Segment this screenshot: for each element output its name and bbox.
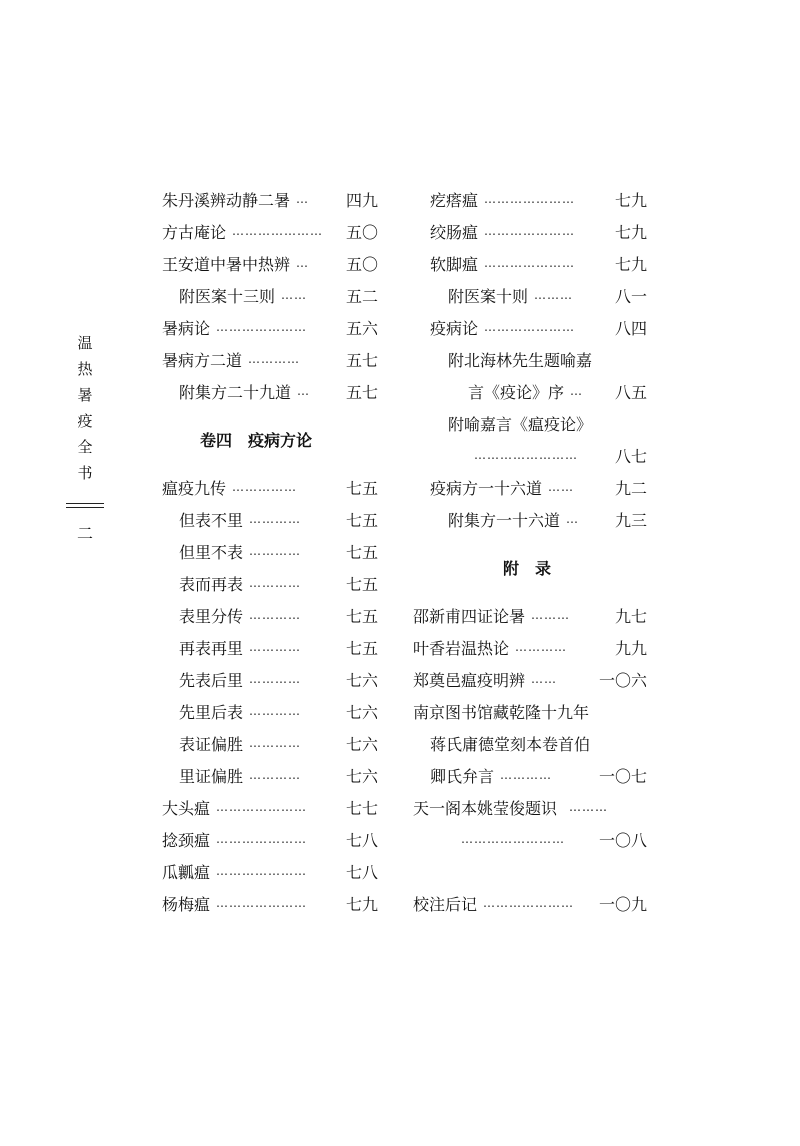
- toc-leader: …………………: [484, 192, 576, 206]
- toc-entry[interactable]: [413, 215, 647, 247]
- toc-entry-title: 表里分传: [179, 606, 244, 626]
- toc-entry-page: 七六: [345, 702, 378, 722]
- toc-leader: …………………: [484, 320, 576, 334]
- toc-entry[interactable]: [413, 823, 647, 855]
- toc-entry-line[interactable]: [413, 695, 647, 727]
- toc-entry-title: 捻颈瘟: [162, 830, 211, 850]
- toc-leader: …………………: [216, 832, 308, 846]
- toc-leader: …………: [248, 352, 301, 366]
- toc-entry[interactable]: [162, 375, 378, 407]
- toc-entry-title: 瘟疫九传: [162, 478, 227, 498]
- toc-leader: …………: [500, 768, 553, 782]
- toc-entry-page: 七五: [345, 542, 378, 562]
- toc-entry-page: 五〇: [345, 254, 378, 274]
- side-title-char: 暑: [77, 386, 93, 404]
- toc-leader: ………: [569, 800, 609, 814]
- toc-entry-page: 九二: [614, 478, 647, 498]
- toc-entry-page: 七六: [345, 734, 378, 754]
- toc-entry-page: 一〇六: [598, 670, 647, 690]
- toc-leader: …: [570, 384, 584, 398]
- side-page-number: 二: [76, 524, 93, 543]
- toc-entry-title: 邵新甫四证论暑: [413, 606, 526, 626]
- toc-entry[interactable]: [413, 759, 647, 791]
- toc-entry-page: 一〇七: [598, 766, 647, 786]
- toc-leader: …………: [249, 736, 302, 750]
- toc-leader: ……: [281, 288, 308, 302]
- toc-entry-title: 表而再表: [179, 574, 244, 594]
- toc-entry-title: 瓜瓤瘟: [162, 862, 211, 882]
- side-title-char: 全: [77, 438, 93, 456]
- toc-leader: ……………………: [474, 448, 578, 462]
- toc-entry-page: 五七: [345, 382, 378, 402]
- toc-entry-title: 方古庵论: [162, 222, 227, 242]
- toc-entry[interactable]: [413, 247, 647, 279]
- toc-entry-title: 附医案十则: [448, 286, 529, 306]
- toc-entry[interactable]: [162, 791, 378, 823]
- toc-leader: …: [296, 256, 310, 270]
- toc-entry[interactable]: [162, 215, 378, 247]
- toc-leader: ……………………: [461, 832, 565, 846]
- toc-leader: …………………: [216, 800, 308, 814]
- toc-leader: …………: [515, 640, 568, 654]
- spacer: [162, 407, 378, 423]
- toc-entry[interactable]: [413, 503, 647, 535]
- toc-entry-title: 疙瘩瘟: [430, 190, 479, 210]
- toc-entry[interactable]: [413, 471, 647, 503]
- toc-entry-line[interactable]: [413, 407, 647, 439]
- toc-leader: …………………: [216, 320, 308, 334]
- toc-leader: …………………: [484, 256, 576, 270]
- toc-leader: …: [296, 192, 310, 206]
- toc-entry[interactable]: [162, 855, 378, 887]
- toc-entry[interactable]: [162, 183, 378, 215]
- toc-entry-page: 四九: [345, 190, 378, 210]
- toc-leader: ……: [531, 672, 558, 686]
- toc-entry[interactable]: [162, 311, 378, 343]
- toc-entry-title: 疫病方一十六道: [430, 478, 543, 498]
- toc-entry-title: 附医案十三则: [179, 286, 276, 306]
- toc-leader: …………: [249, 544, 302, 558]
- toc-leader: …………: [249, 704, 302, 718]
- toc-entry-page: 八四: [614, 318, 647, 338]
- spacer: [413, 855, 647, 887]
- toc-entry-page: 一〇八: [598, 830, 647, 850]
- toc-entry[interactable]: [413, 311, 647, 343]
- toc-entry[interactable]: [162, 631, 378, 663]
- side-rule-bottom: [66, 507, 104, 508]
- toc-entry[interactable]: [162, 727, 378, 759]
- toc-leader: …………………: [216, 896, 308, 910]
- toc-leader: …………………: [232, 224, 324, 238]
- toc-entry-title: 附集方二十九道: [179, 382, 292, 402]
- toc-entry-title: 表证偏胜: [179, 734, 244, 754]
- toc-entry-title: 蒋氏庸德堂刻本卷首伯: [430, 734, 591, 754]
- toc-entry[interactable]: [162, 567, 378, 599]
- toc-entry-title: 附集方一十六道: [448, 510, 561, 530]
- side-title-char: 疫: [77, 412, 93, 430]
- toc-leader: …………: [249, 672, 302, 686]
- toc-entry-page: 七八: [345, 862, 378, 882]
- toc-entry-title: 卿氏弁言: [430, 766, 495, 786]
- toc-leader: …: [566, 512, 580, 526]
- toc-entry-title: 朱丹溪辨动静二暑: [162, 190, 291, 210]
- toc-entry-page: 八一: [614, 286, 647, 306]
- toc-entry[interactable]: [162, 695, 378, 727]
- toc-entry[interactable]: [162, 663, 378, 695]
- toc-entry[interactable]: [162, 503, 378, 535]
- side-book-title: [72, 330, 98, 486]
- toc-entry[interactable]: [162, 471, 378, 503]
- toc-entry-page: 七五: [345, 574, 378, 594]
- toc-entry-title: 南京图书馆藏乾隆十九年: [413, 702, 590, 722]
- toc-entry[interactable]: [413, 183, 647, 215]
- toc-entry-page: 七七: [345, 798, 378, 818]
- side-rule-top: [66, 503, 104, 504]
- toc-entry[interactable]: [413, 887, 647, 919]
- toc-entry-title: 里证偏胜: [179, 766, 244, 786]
- toc-entry-page: 五二: [345, 286, 378, 306]
- toc-entry-page: 一〇九: [598, 894, 647, 914]
- toc-entry-title: 天一阁本姚莹俊题识: [413, 798, 558, 818]
- toc-leader: ………: [531, 608, 571, 622]
- toc-entry-title: 先里后表: [179, 702, 244, 722]
- toc-leader: …………: [249, 768, 302, 782]
- toc-entry-title: 王安道中暑中热辨: [162, 254, 291, 274]
- toc-entry-title: 再表再里: [179, 638, 244, 658]
- toc-entry[interactable]: [413, 599, 647, 631]
- toc-entry[interactable]: [413, 375, 647, 407]
- toc-leader: …………: [249, 608, 302, 622]
- toc-entry-title: 附北海林先生题喻嘉: [448, 350, 593, 370]
- toc-entry-page: 七八: [345, 830, 378, 850]
- toc-entry-line[interactable]: [413, 791, 647, 823]
- toc-entry-title: 但表不里: [179, 510, 244, 530]
- toc-entry-page: 五〇: [345, 222, 378, 242]
- toc-entry[interactable]: [162, 887, 378, 919]
- toc-entry-page: 七五: [345, 606, 378, 626]
- toc-entry-page: 七九: [345, 894, 378, 914]
- toc-entry-page: 七六: [345, 670, 378, 690]
- toc-entry-title: 附喻嘉言《瘟疫论》: [448, 414, 593, 434]
- toc-leader: …………………: [484, 224, 576, 238]
- toc-leader: ……: [548, 480, 575, 494]
- toc-leader: …………………: [216, 864, 308, 878]
- toc-entry-title: 软脚瘟: [430, 254, 479, 274]
- toc-entry-page: 七五: [345, 478, 378, 498]
- side-title-char: 热: [77, 360, 93, 378]
- toc-leader: ……………: [232, 480, 298, 494]
- toc-entry-page: 七五: [345, 638, 378, 658]
- toc-entry[interactable]: [413, 279, 647, 311]
- toc-entry[interactable]: [162, 535, 378, 567]
- toc-entry-page: 七六: [345, 766, 378, 786]
- toc-left-column: [162, 183, 378, 919]
- side-title-char: 书: [77, 464, 93, 482]
- side-title-char: 温: [77, 334, 93, 352]
- toc-entry-title: 先表后里: [179, 670, 244, 690]
- toc-entry-title: 暑病论: [162, 318, 211, 338]
- toc-entry-page: 七五: [345, 510, 378, 530]
- toc-entry-page: 五六: [345, 318, 378, 338]
- toc-entry-title: 但里不表: [179, 542, 244, 562]
- toc-entry-page: 九七: [614, 606, 647, 626]
- toc-entry-page: 八七: [614, 446, 647, 466]
- toc-entry-title: 暑病方二道: [162, 350, 243, 370]
- toc-entry-page: 八五: [614, 382, 647, 402]
- toc-leader: …………: [249, 640, 302, 654]
- toc-entry[interactable]: [162, 599, 378, 631]
- toc-right-column: [413, 183, 647, 919]
- toc-entry-title: 大头瘟: [162, 798, 211, 818]
- toc-entry[interactable]: [162, 343, 378, 375]
- toc-leader: …: [297, 384, 311, 398]
- toc-entry[interactable]: [162, 823, 378, 855]
- toc-entry-line[interactable]: [413, 343, 647, 375]
- spacer: [413, 535, 647, 551]
- toc-entry[interactable]: [162, 247, 378, 279]
- toc-entry-page: 九九: [614, 638, 647, 658]
- spacer: [162, 455, 378, 471]
- toc-entry-page: 九三: [614, 510, 647, 530]
- toc-entry-title: 疫病论: [430, 318, 479, 338]
- toc-entry-title: 杨梅瘟: [162, 894, 211, 914]
- toc-leader: …………: [249, 512, 302, 526]
- toc-entry[interactable]: [162, 279, 378, 311]
- section-heading: 卷四 疫病方论: [200, 430, 313, 450]
- toc-entry-page: 七九: [614, 254, 647, 274]
- toc-entry-page: 五七: [345, 350, 378, 370]
- toc-entry-title: 校注后记: [413, 894, 478, 914]
- toc-entry-title: 叶香岩温热论: [413, 638, 510, 658]
- spacer: [413, 583, 647, 599]
- toc-entry-title: 绞肠瘟: [430, 222, 479, 242]
- toc-entry-title: 郑奠邑瘟疫明辨: [413, 670, 526, 690]
- appendix-heading: 附 录: [503, 558, 552, 578]
- toc-entry[interactable]: [413, 663, 647, 695]
- toc-entry-title: 言《疫论》序: [468, 382, 565, 402]
- toc-entry-line[interactable]: [413, 727, 647, 759]
- toc-leader: ………: [534, 288, 574, 302]
- toc-leader: …………………: [483, 896, 575, 910]
- toc-leader: …………: [249, 576, 302, 590]
- toc-entry[interactable]: [413, 631, 647, 663]
- toc-entry-page: 七九: [614, 222, 647, 242]
- toc-entry[interactable]: [162, 759, 378, 791]
- toc-entry[interactable]: [413, 439, 647, 471]
- toc-entry-page: 七九: [614, 190, 647, 210]
